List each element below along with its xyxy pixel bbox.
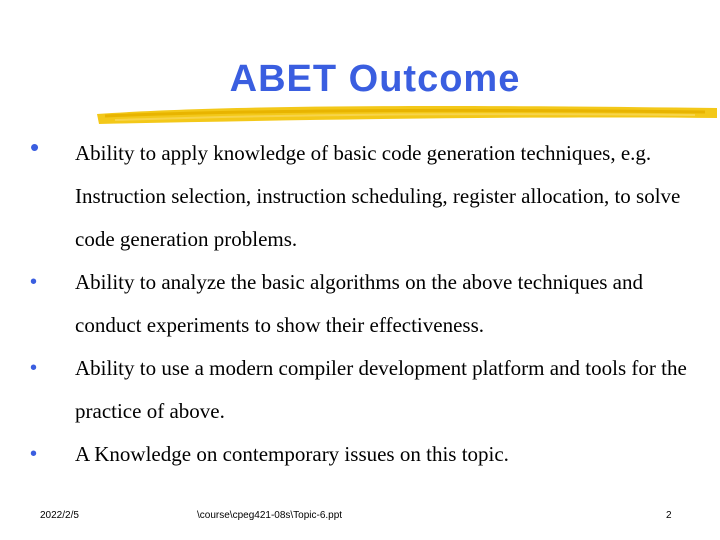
bullet-item bbox=[30, 433, 710, 476]
bullet-text: Ability to apply knowledge of basic code generation techniques, e.g. Instruction selection, instruction scheduling, register allocation, to solve code generation problems. bbox=[75, 141, 681, 251]
bullet-item bbox=[30, 132, 710, 261]
bullet-dot: • bbox=[30, 132, 40, 162]
footer-path: \course\cpeg421-08s\Topic-6.ppt bbox=[197, 510, 343, 521]
bullet-text: Ability to analyze the basic algorithms on the above techniques and conduct experiments to show their effectiveness. bbox=[75, 270, 644, 337]
slide-title: ABET Outcome bbox=[229, 58, 521, 100]
bullet-item bbox=[30, 261, 710, 347]
bullet-item bbox=[30, 347, 710, 433]
bullet-dot: • bbox=[30, 357, 38, 379]
bullet-dot: • bbox=[30, 443, 38, 465]
footer-page-number: 2 bbox=[666, 510, 672, 521]
footer-date: 2022/2/5 bbox=[40, 510, 79, 521]
bullet-text: Ability to use a modern compiler development platform and tools for the practice of above. bbox=[75, 356, 687, 423]
title-underline-swash bbox=[95, 100, 720, 130]
bullet-list bbox=[30, 132, 710, 476]
bullet-text: A Knowledge on contemporary issues on this topic. bbox=[75, 442, 509, 466]
bullet-dot: • bbox=[30, 271, 38, 293]
